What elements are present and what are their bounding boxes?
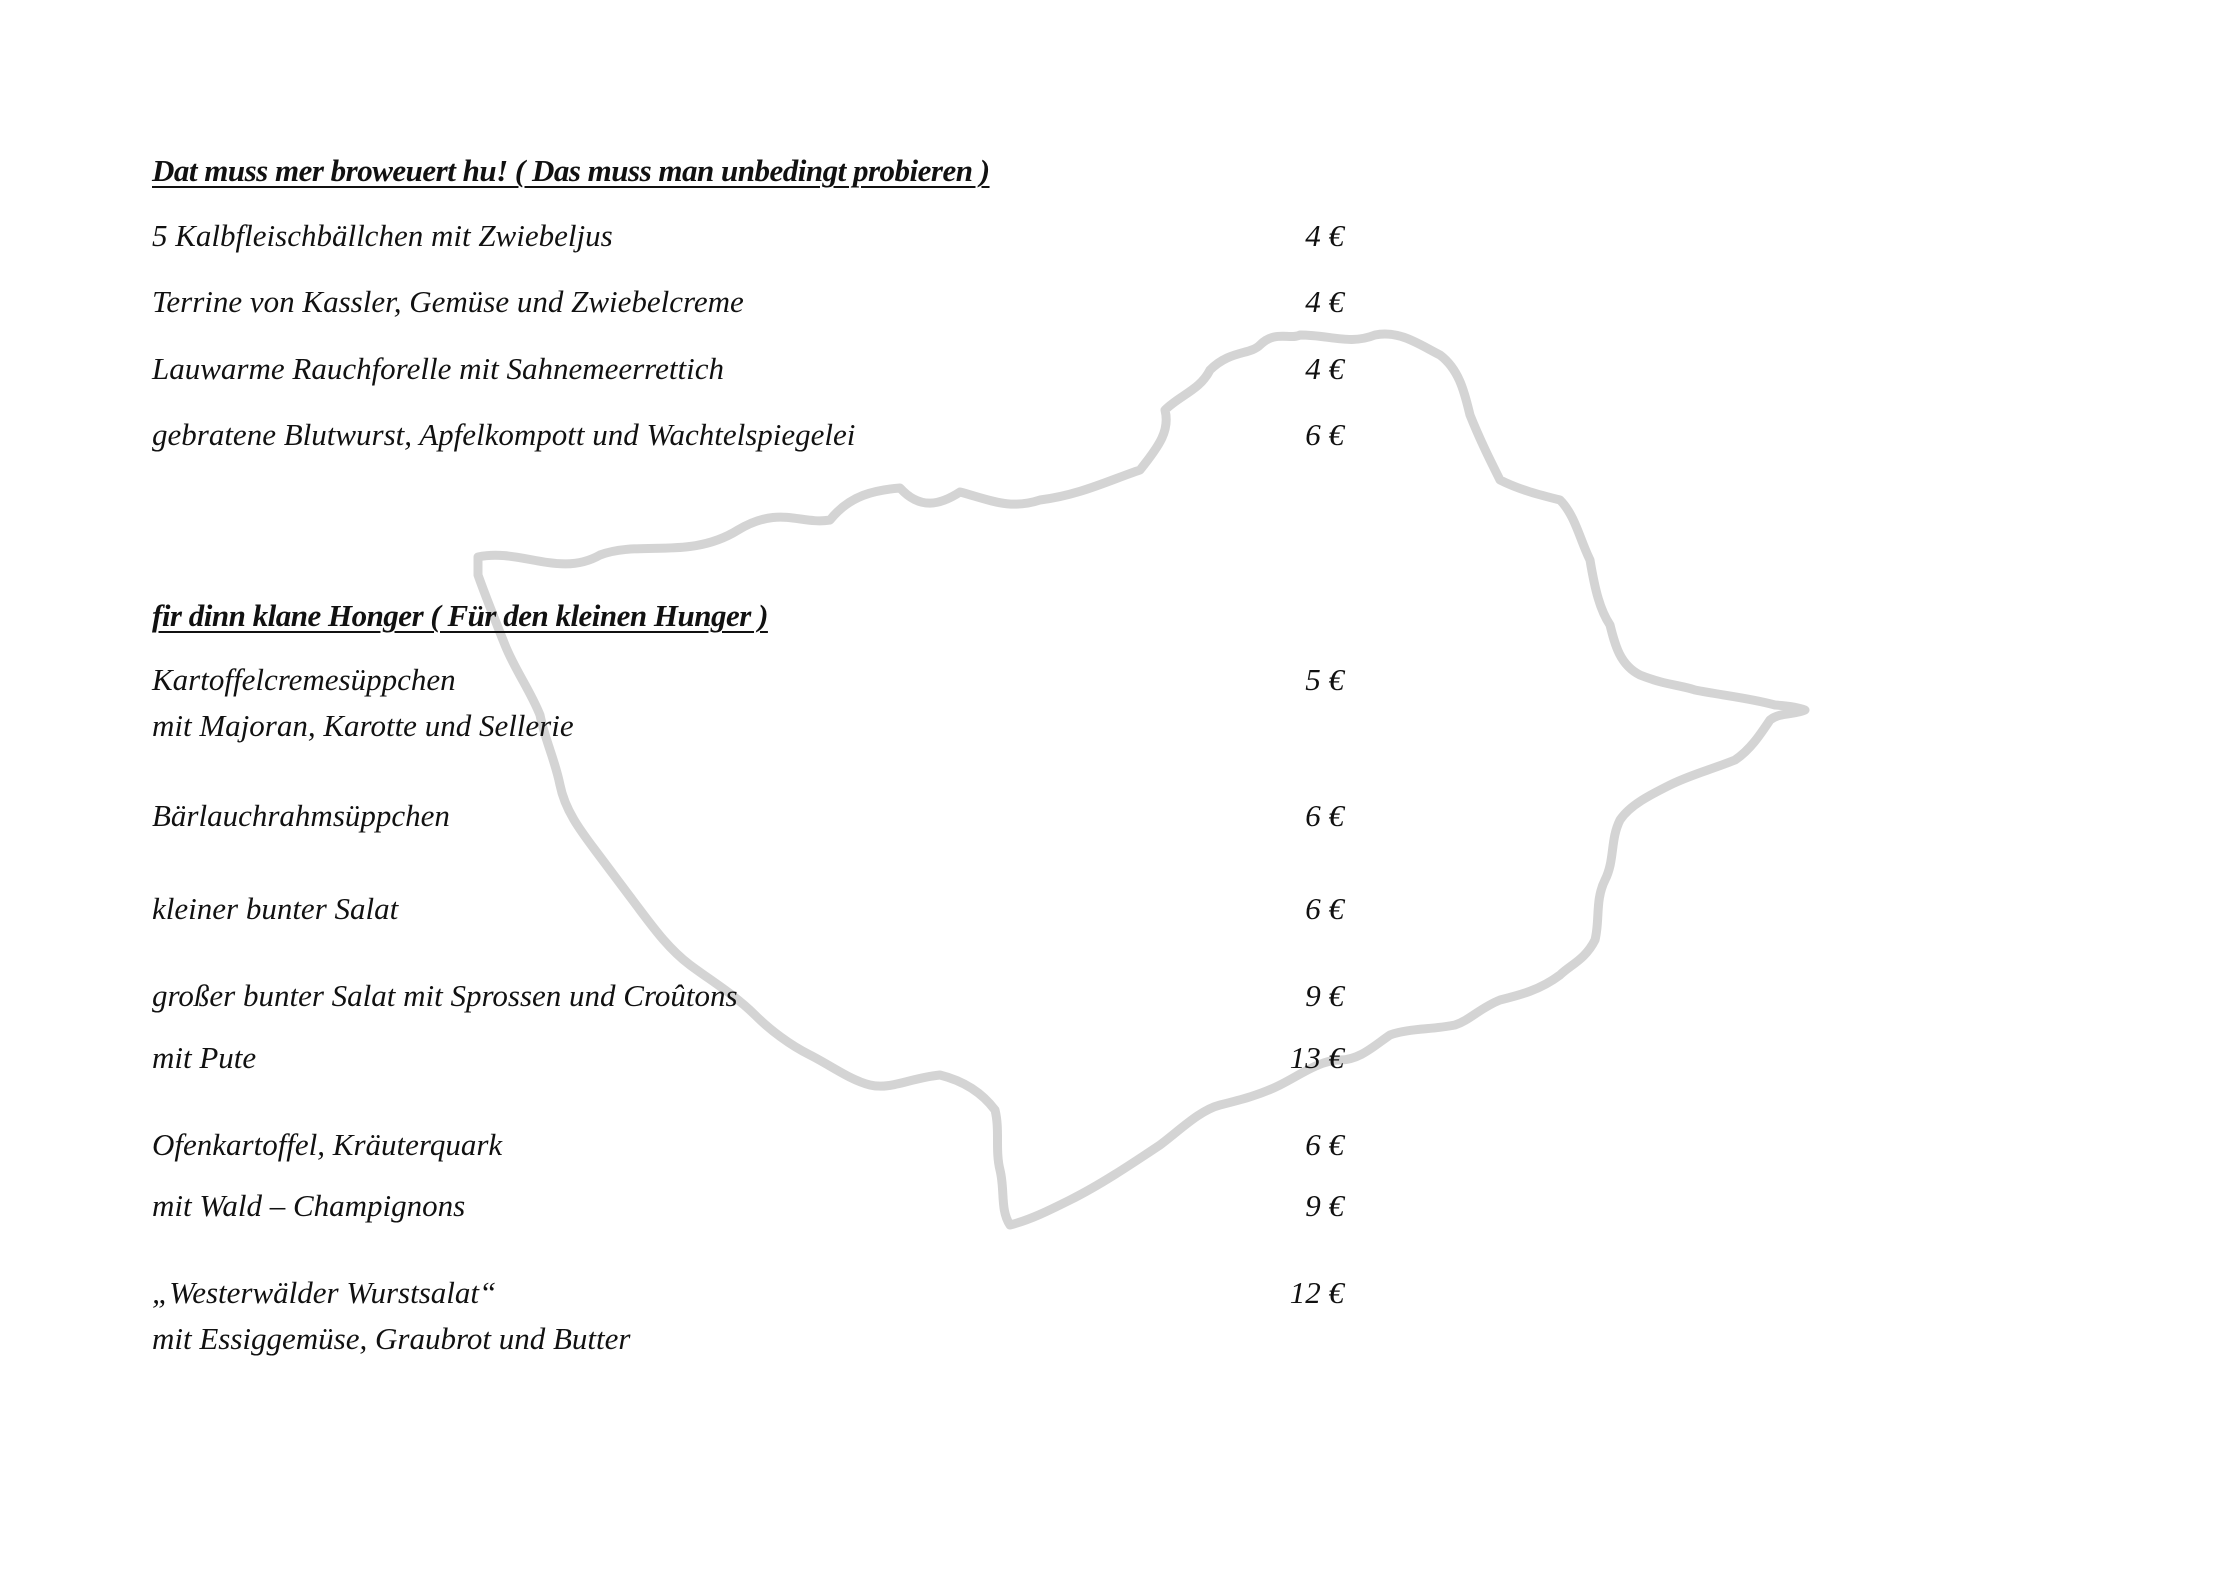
menu-item-price: 5 € bbox=[1305, 662, 1344, 697]
menu-item-name: Bärlauchrahmsüppchen bbox=[152, 798, 450, 833]
menu-item-price: 6 € bbox=[1305, 1127, 1344, 1162]
menu-item-price: 9 € bbox=[1305, 978, 1344, 1013]
menu-item-name: gebratene Blutwurst, Apfelkompott und Wachtelspiegelei bbox=[152, 417, 856, 452]
menu-item-name: Kartoffelcremesüppchen bbox=[152, 662, 456, 697]
menu-item-name: Ofenkartoffel, Kräuterquark bbox=[152, 1127, 503, 1162]
menu-item-price: 4 € bbox=[1305, 351, 1344, 386]
menu-item-name: „Westerwälder Wurstsalat“ bbox=[152, 1275, 497, 1310]
menu-item-name: Terrine von Kassler, Gemüse und Zwiebelcreme bbox=[152, 284, 744, 319]
menu-item-price: 6 € bbox=[1305, 798, 1344, 833]
menu-item-name: mit Pute bbox=[152, 1040, 257, 1075]
menu-item-price: 6 € bbox=[1305, 417, 1344, 452]
menu-item-price: 4 € bbox=[1305, 284, 1344, 319]
menu-item-name: 5 Kalbfleischbällchen mit Zwiebeljus bbox=[152, 218, 613, 253]
menu-item-price: 12 € bbox=[1289, 1275, 1344, 1310]
menu-item-price: 9 € bbox=[1305, 1188, 1344, 1223]
menu-item-name: Lauwarme Rauchforelle mit Sahnemeerrettich bbox=[152, 351, 724, 386]
menu-item-name: großer bunter Salat mit Sprossen und Croûtons bbox=[152, 978, 738, 1013]
section-heading: fir dinn klane Honger ( Für den kleinen Hunger ) bbox=[152, 598, 768, 633]
menu-item-price: 13 € bbox=[1289, 1040, 1344, 1075]
menu-item-name: kleiner bunter Salat bbox=[152, 891, 399, 926]
menu-item-description: mit Essiggemüse, Graubrot und Butter bbox=[152, 1321, 631, 1356]
menu-item-name: mit Wald – Champignons bbox=[152, 1188, 466, 1223]
menu-item-price: 6 € bbox=[1305, 891, 1344, 926]
menu-item-price: 4 € bbox=[1305, 218, 1344, 253]
menu-item-description: mit Majoran, Karotte und Sellerie bbox=[152, 708, 574, 743]
section-heading: Dat muss mer broweuert hu! ( Das muss man unbedingt probieren ) bbox=[152, 153, 990, 188]
